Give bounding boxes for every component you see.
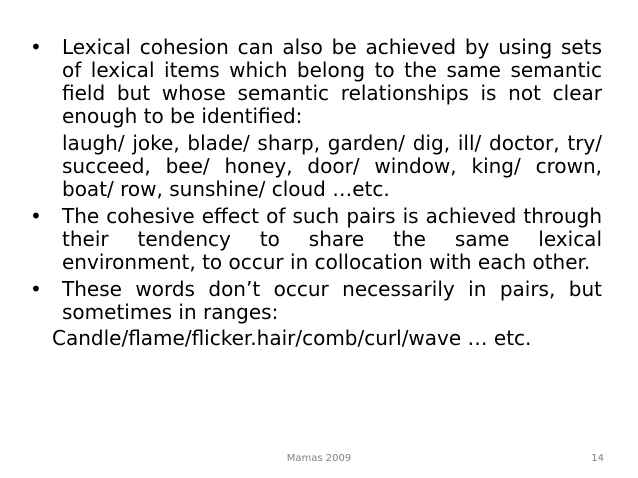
bullet-icon: •: [30, 204, 42, 228]
bullet-icon: •: [30, 277, 42, 301]
bullet-item-cohesive-effect: [22, 205, 602, 274]
bullet-text: These words don’t occur necessarily in pairs, but sometimes in ranges:: [62, 277, 602, 324]
bullet-list: [22, 36, 602, 350]
range-example: Candle/flame/flicker.hair/comb/curl/wave … etc.: [52, 326, 532, 350]
bullet-icon: •: [30, 35, 42, 59]
slide-number: 14: [591, 453, 604, 464]
bullet-text: The cohesive effect of such pairs is achieved through their tendency to share the same lexical environment, to occur in collocation with each other.: [62, 204, 602, 274]
bullet-item-lexical-cohesion: [22, 36, 602, 201]
footer-text: Mamas 2009: [286, 453, 352, 464]
bullet-text: Lexical cohesion can also be achieved by using sets of lexical items which belong to the same semantic field but whose semantic relationships is not clear enough to be identified:: [62, 35, 602, 128]
example-pairs: laugh/ joke, blade/ sharp, garden/ dig, ill/ doctor, try/ succeed, bee/ honey, door/ window, king/ crown, boat/ row, sunshine/ cloud …etc.: [62, 131, 602, 201]
bullet-item-ranges: [22, 278, 602, 324]
